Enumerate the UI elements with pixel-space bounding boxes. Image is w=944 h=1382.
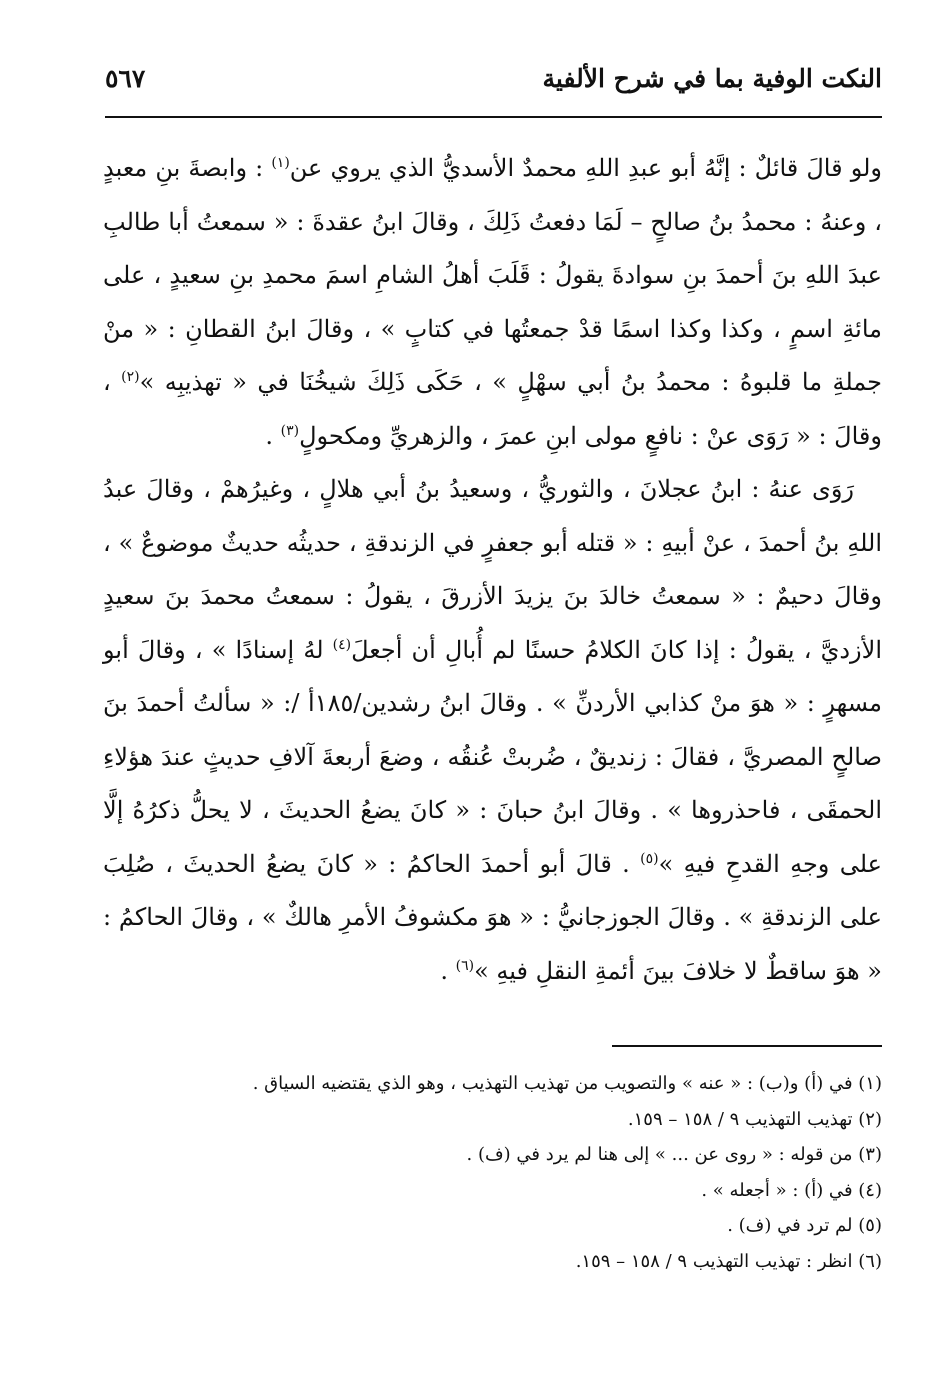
running-title: النكت الوفية بما في شرح الألفية <box>542 64 882 93</box>
footnote-2: (٢) تهذيب التهذيب ٩ / ١٥٨ – ١٥٩. <box>627 1108 882 1130</box>
footnotes <box>103 1066 882 1279</box>
paragraph-2 <box>103 463 882 998</box>
footnote-separator <box>612 1045 882 1047</box>
footnote-ref-5: (٥) <box>640 850 659 867</box>
page-number: ٥٦٧ <box>105 64 146 93</box>
paragraph-2-part-d: . <box>440 956 456 985</box>
footnote-ref-1: (١) <box>271 155 290 171</box>
header-rule <box>105 116 882 118</box>
footnote-6: (٦) انظر : تهذيب التهذيب ٩ / ١٥٨ – ١٥٩. <box>575 1250 882 1272</box>
paragraph-1 <box>103 142 882 463</box>
paragraph-2-part-b: لهُ إسنادًا » ، وقالَ أبو مسهرٍ : « هوَ منْ كذابي الأردنِّ » . وقالَ ابنُ رشدين/١٨٥أ /: « سألتُ أحمدَ بنَ صالحٍ المصريَّ ، فقالَ : زنديقٌ ، ضُربتْ عُنقُه ، وضعَ أربعةَ آلافِ حديثٍ عندَ هؤلاءِ الحمقَى ، فاحذروها » . وقالَ ابنُ حبانَ : « كانَ يضعُ الحديثَ ، لا يحلُّ ذكرُهُ إلَّا على وجهِ القدحِ فيهِ » <box>103 635 882 878</box>
paragraph-1-part-d: . <box>265 421 281 450</box>
footnote-ref-2: (٢) <box>121 369 140 385</box>
paragraph-2-part-c: . قالَ أبو أحمدَ الحاكمُ : « كانَ يضعُ الحديثَ ، صُلِبَ على الزندقةِ » . وقالَ الجوزجانيُّ : « هوَ مكشوفُ الأمرِ هالكٌ » ، وقالَ الحاكمُ : « هوَ ساقطٌ لا خلافَ بينَ أئمةِ النقلِ فيهِ » <box>103 849 882 985</box>
footnote-4: (٤) في (أ) : « أجعله » . <box>701 1179 882 1201</box>
paragraph-2-part-a: رَوَى عنهُ : ابنُ عجلانَ ، والثوريُّ ، وسعيدُ بنُ أبي هلالٍ ، وغيرُهمْ ، وقالَ عبدُ اللهِ بنُ أحمدَ ، عنْ أبيهِ : « قتله أبو جعفرٍ في الزندقةِ ، حديثُه حديثٌ موضوعٌ » ، وقالَ دحيمٌ : « سمعتُ خالدَ بنَ يزيدَ الأزرقَ ، يقولُ : سمعتُ محمدَ بنَ سعيدٍ الأزديَّ ، يقولُ : إذا كانَ الكلامُ حسنًا لم أُبالِ أن أجعلَ <box>103 475 882 664</box>
paragraph-1-part-c: ، وقالَ : « رَوَى عنْ : نافعٍ مولى ابنِ عمرَ ، والزهريِّ ومكحولٍ <box>103 368 882 450</box>
paragraph-1-part-a: ولو قالَ قائلٌ : إنَّهُ أبو عبدِ اللهِ محمدٌ الأسديُّ الذي يروي عن <box>289 154 882 182</box>
page-header <box>105 62 882 112</box>
footnote-ref-3: (٣) <box>280 422 300 439</box>
footnote-5: (٥) لم ترد في (ف) . <box>727 1215 882 1236</box>
footnote-ref-6: (٦) <box>455 957 475 974</box>
footnote-3: (٣) من قوله : « روى عن ... » إلى هنا لم يرد في (ف) . <box>466 1144 882 1165</box>
footnote-1: (١) في (أ) و(ب) : « عنه » والتصويب من تهذيب التهذيب ، وهو الذي يقتضيه السياق . <box>252 1073 882 1094</box>
main-text <box>103 142 882 998</box>
paragraph-1-part-b: : وابصةَ بنِ معبدٍ ، وعنهُ : محمدُ بنُ صالحٍ – لَمَا دفعتُ ذَلِكَ ، وقالَ ابنُ عقدةَ : « سمعتُ أبا طالبِ عبدَ اللهِ بنَ أحمدَ بنِ سوادةَ يقولُ : قَلَبَ أهلُ الشامِ اسمَ محمدِ بنِ سعيدٍ ، على مائةِ اسمٍ ، وكذا وكذا اسمًا قدْ جمعتُها في كتابٍ » ، وقالَ ابنُ القطانِ : « منْ جملةِ ما قلبوهُ : محمدُ بنُ أبي سهْلٍ » ، حَكَى ذَلِكَ شيخُنَا في « تهذيبِه » <box>103 154 883 396</box>
footnote-ref-4: (٤) <box>332 636 352 653</box>
